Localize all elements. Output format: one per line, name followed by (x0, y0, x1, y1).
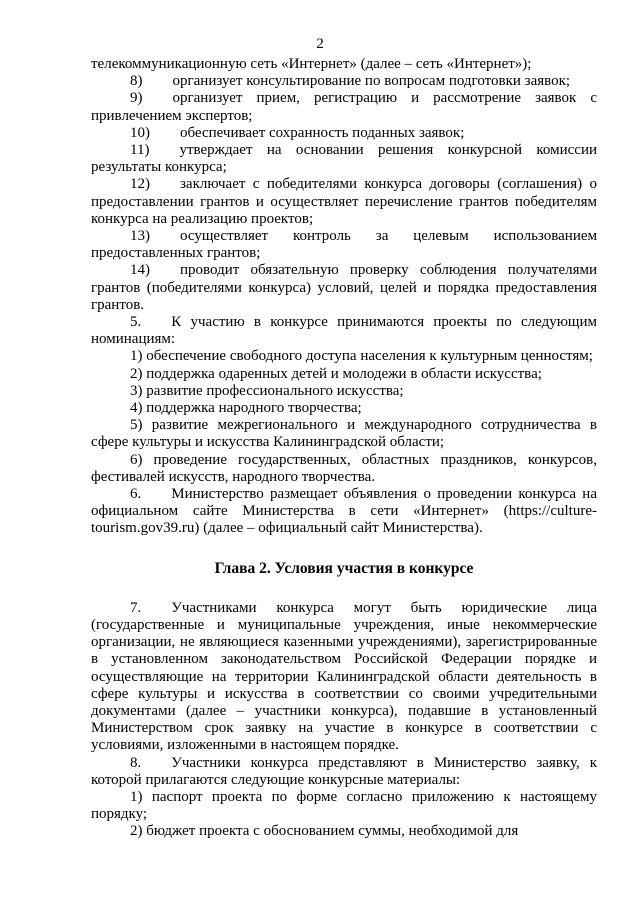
nomination-item: 1) обеспечение свободного доступа населения к культурным ценностям; (130, 348, 593, 365)
paragraph: 8. Участники конкурса представляют в Министерство заявку, к которой прилагаются следующие конкурсные материалы: (91, 754, 597, 788)
paragraph: 5. К участию в конкурсе принимаются проекты по следующим номинациям: (91, 314, 597, 348)
nomination-item: 3) развитие профессионального искусства; (130, 382, 404, 399)
paragraph: 7. Участниками конкурса могут быть юридические лица (государственные и муниципальные учреждения, иные некоммерческие организации, не являющиеся казенными учреждениями), зарегистрированные в установленном законодательством Российской Федерации порядке и осуществляющие на территории Калининградской области деятельность в сфере культуры и искусства в соответствии со своими учредительными документами (далее – участники конкурса), подавшие в установленный Министерством срок заявку на участие в конкурсе в соответствии с условиями, изложенными в настоящем порядке. (91, 599, 597, 754)
nomination-item: 4) поддержка народного творчества; (130, 400, 362, 417)
list-item: 8) организует консультирование по вопросам подготовки заявок; (130, 73, 571, 90)
chapter-heading: Глава 2. Условия участия в конкурсе (214, 559, 474, 577)
list-item: 2) бюджет проекта с обоснованием суммы, необходимой для (130, 823, 519, 840)
list-item: 13) осуществляет контроль за целевым использованием предоставленных грантов; (91, 228, 597, 262)
document-body (91, 56, 597, 841)
page-number: 2 (316, 36, 324, 52)
list-item: 14) проводит обязательную проверку соблюдения получателями грантов (победителями конкурса) условий, целей и порядка предоставления грантов. (91, 262, 597, 313)
nomination-item: 2) поддержка одаренных детей и молодежи в области искусства; (130, 365, 542, 382)
list-item: 12) заключает с победителями конкурса договоры (соглашения) о предоставлении грантов и осуществляет перечисление грантов победителям конкурса на реализацию проектов; (91, 176, 597, 227)
list-item: 1) паспорт проекта по форме согласно приложению к настоящему порядку; (91, 788, 597, 823)
nomination-item: 6) проведение государственных, областных праздников, конкурсов, фестивалей искусств, народного творчества. (91, 451, 597, 485)
list-item: 9) организует прием, регистрацию и рассмотрение заявок с привлечением экспертов; (91, 90, 597, 124)
paragraph: телекоммуникационную сеть «Интернет» (далее – сеть «Интернет»); (91, 56, 532, 72)
list-item: 10) обеспечивает сохранность поданных заявок; (130, 124, 465, 141)
nomination-item: 5) развитие межрегионального и международного сотрудничества в сфере культуры и искусства Калининградской области; (91, 417, 597, 451)
paragraph: 6. Министерство размещает объявления о проведении конкурса на официальном сайте Министерства в сети «Интернет» (https://culture-tourism.gov39.ru) (далее – официальный сайт Министерства). (91, 486, 597, 537)
list-item: 11) утверждает на основании решения конкурсной комиссии результаты конкурса; (91, 142, 597, 176)
